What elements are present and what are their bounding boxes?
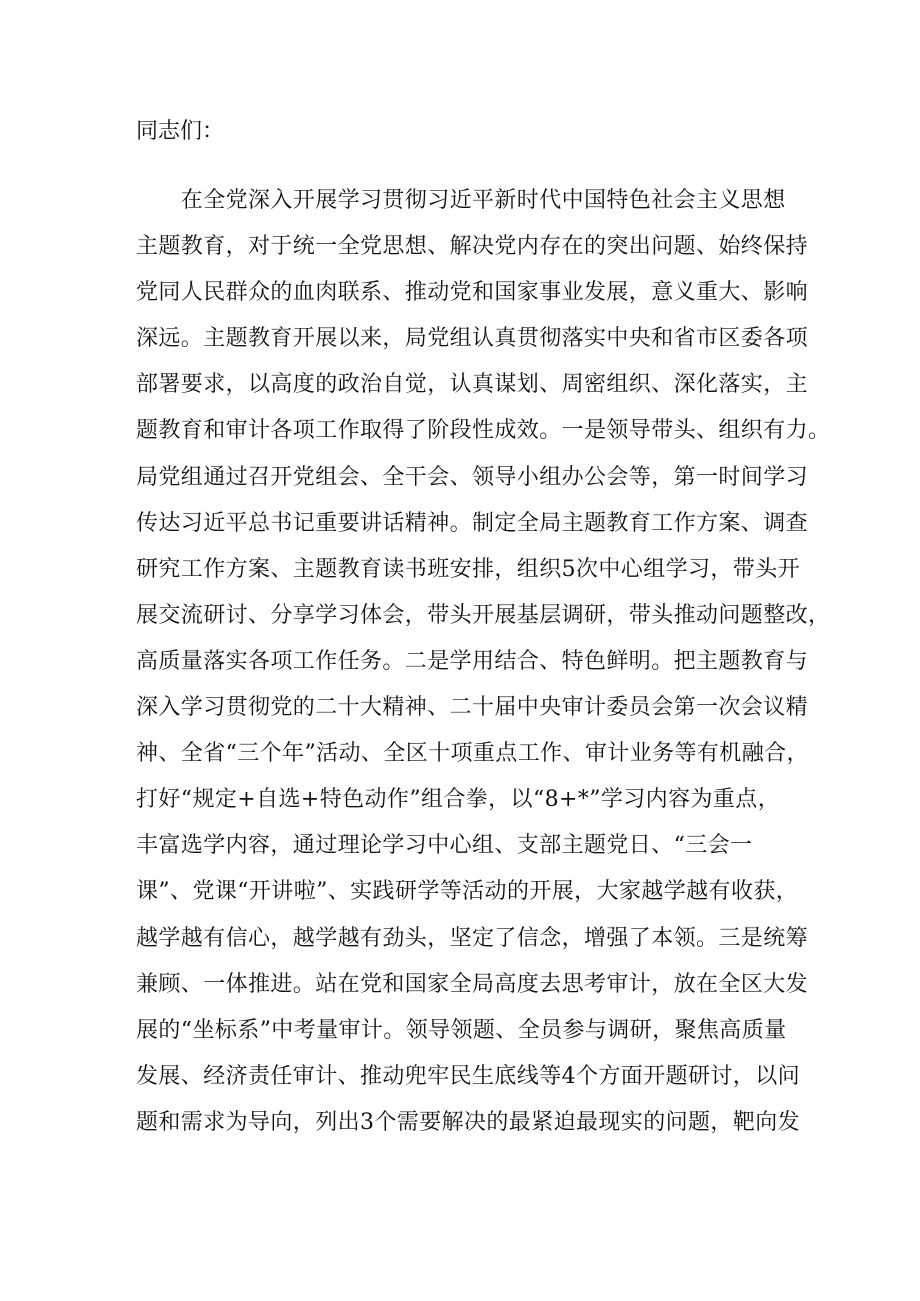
text-line: 题教育和审计各项工作取得了阶段性成效。一是领导带头、组织有力。 <box>136 418 831 444</box>
document-body <box>136 112 831 1146</box>
text-line: 兼顾、一体推进。站在党和国家全局高度去思考审计，放在全区大发 <box>136 971 809 997</box>
salutation: 同志们： <box>136 119 225 144</box>
text-line: 展交流研讨、分享学习体会，带头开展基层调研，带头推动问题整改， <box>136 602 831 628</box>
text-line: 在全党深入开展学习贯彻习近平新时代中国特色社会主义思想 <box>136 188 786 213</box>
text-line: 深入学习贯彻党的二十大精神、二十届中央审计委员会第一次会议精 <box>136 695 809 721</box>
text-line: 高质量落实各项工作任务。二是学用结合、特色鲜明。把主题教育与 <box>136 648 809 674</box>
text-line: 传达习近平总书记重要讲话精神。制定全局主题教育工作方案、调查 <box>136 510 809 536</box>
text-line: 研究工作方案、主题教育读书班安排，组织5次中心组学习，带头开 <box>136 556 800 582</box>
text-line: 主题教育，对于统一全党思想、解决党内存在的突出问题、始终保持 <box>136 234 809 260</box>
text-line: 题和需求为导向，列出3个需要解决的最紧迫最现实的问题，靶向发 <box>136 1109 800 1135</box>
text-line: 发展、经济责任审计、推动兜牢民生底线等4个方面开题研讨，以问 <box>136 1063 800 1089</box>
text-line: 党同人民群众的血肉联系、推动党和国家事业发展，意义重大、影响 <box>136 280 809 306</box>
text-line: 神、全省“三个年”活动、全区十项重点工作、审计业务等有机融合， <box>136 741 809 767</box>
text-line: 深远。主题教育开展以来，局党组认真贯彻落实中央和省市区委各项 <box>136 326 809 352</box>
text-line: 局党组通过召开党组会、全干会、领导小组办公会等，第一时间学习 <box>136 464 809 490</box>
text-line: 越学越有信心，越学越有劲头，坚定了信念，增强了本领。三是统筹 <box>136 925 809 951</box>
text-line: 打好“规定+自选+特色动作”组合拳，以“8+*”学习内容为重点， <box>136 787 781 813</box>
text-line: 展的“坐标系”中考量审计。领导领题、全员参与调研，聚焦高质量 <box>136 1017 787 1043</box>
text-line: 部署要求，以高度的政治自觉，认真谋划、周密组织、深化落实，主 <box>136 372 809 398</box>
text-line: 课”、党课“开讲啦”、实践研学等活动的开展，大家越学越有收获， <box>136 879 799 905</box>
text-line: 丰富选学内容，通过理论学习中心组、支部主题党日、“三会一 <box>136 833 753 859</box>
body-paragraph <box>136 178 831 1146</box>
